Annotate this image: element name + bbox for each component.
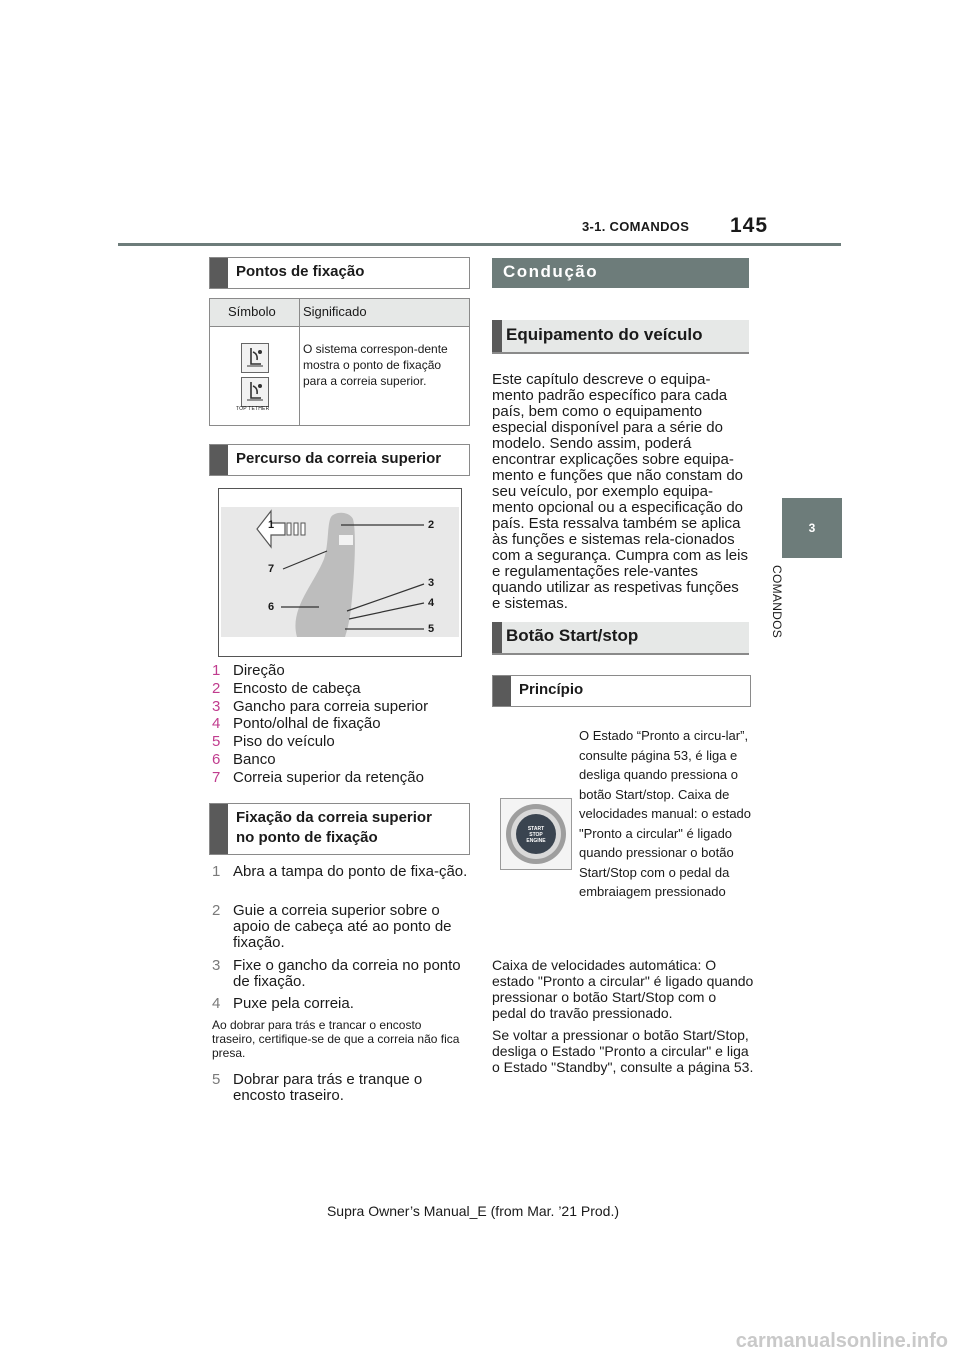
heading-fix-strap-line1: Fixação da correia superior <box>236 809 432 826</box>
watermark: carmanualsonline.info <box>735 1330 948 1352</box>
heading-strap-path-text: Percurso da correia superior <box>236 450 442 467</box>
strap-path-diagram <box>218 488 462 657</box>
table-col-meaning: Significado <box>303 304 367 319</box>
table-col-symbol: Símbolo <box>228 304 276 319</box>
heading-principle-text: Princípio <box>519 681 584 698</box>
callout-7: 7 <box>268 563 275 575</box>
symbol-table <box>209 298 470 426</box>
section-title: 3-1. COMANDOS <box>582 219 690 234</box>
start-stop-button-image <box>500 798 572 870</box>
top-tether-icon <box>241 377 269 407</box>
heading-principle <box>492 675 751 707</box>
principle-text: O Estado “Pronto a circu-lar”, consulte página 53, é liga e desliga quando pressiona o botão Start/stop. Caixa de velocidades manual: o estado "Pronto a circular" é ligado quando pressionar o botão Start/Stop com o pedal da embraiagem pressionado <box>579 728 752 899</box>
heading-fixing-points-text: Pontos de fixação <box>236 263 365 280</box>
footer <box>0 1203 960 1219</box>
heading-driving <box>492 258 749 288</box>
note-text: Ao dobrar para trás e trancar o encosto traseiro, certifique-se de que a correia não fica presa. <box>212 1018 460 1060</box>
child-seat-anchor-icon <box>241 343 269 373</box>
automatic-gearbox-paragraph: Caixa de velocidades automática: O estado "Pronto a circular" é ligado quando pressionar o botão Start/Stop com o pedal do travão pressionado. <box>492 957 754 1021</box>
callout-6: 6 <box>268 601 275 613</box>
chapter-tab: 3 <box>782 498 842 558</box>
header-rule <box>118 243 841 246</box>
callout-5: 5 <box>428 623 435 635</box>
callout-3: 3 <box>428 577 435 589</box>
heading-start-stop-text: Botão Start/stop <box>506 626 639 645</box>
page-number: 145 <box>730 214 769 237</box>
callout-4: 4 <box>428 597 435 609</box>
chapter-side-label-text: COMANDOS <box>770 565 784 639</box>
heading-driving-text: Condução <box>503 262 599 281</box>
heading-fix-strap <box>209 803 470 855</box>
heading-fix-strap-line2: no ponto de fixação <box>236 829 378 846</box>
footer-text: Supra Owner’s Manual_E (from Mar. ’21 Prod.) <box>326 1203 620 1219</box>
heading-strap-path <box>209 444 470 476</box>
chapter-side-label <box>770 565 812 665</box>
top-tether-label: TOP TETHER <box>236 406 270 412</box>
callout-1: 1 <box>268 519 275 531</box>
heading-vehicle-equipment-text: Equipamento do veículo <box>506 325 703 344</box>
heading-start-stop <box>492 622 749 655</box>
heading-vehicle-equipment <box>492 320 749 354</box>
callout-2: 2 <box>428 519 435 531</box>
start-stop-button-label: START STOP ENGINE <box>526 826 546 844</box>
heading-fixing-points <box>209 257 470 289</box>
press-again-paragraph: Se voltar a pressionar o botão Start/Stop, desliga o Estado "Pronto a circular" e liga o Estado "Standby", consulte a página 53. <box>492 1027 754 1075</box>
table-meaning-text: O sistema correspon-dente mostra o ponto de fixação para a correia superior. <box>303 342 448 388</box>
equipment-paragraph: Este capítulo descreve o equipa-mento padrão específico para cada país, bem como o equipamento especial disponível para a série do modelo. Sendo assim, poderá encontrar explicações sobre equipa-mento e funções que não constam do seu veículo, por exemplo equipa-mento opcional ou a especificação do país. Esta ressalva também se aplica às funções e sistemas rela-cionados com a segurança. Cumpra com as leis e regulamentações rele-vantes quando utilizar as respetivas funções e sistemas. <box>492 371 748 612</box>
